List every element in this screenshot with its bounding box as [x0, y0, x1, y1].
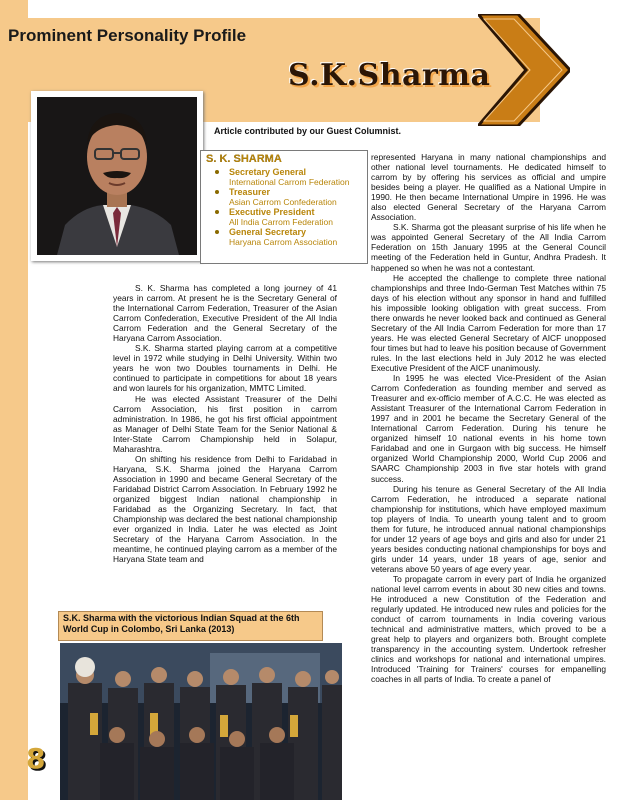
bullet-icon — [215, 210, 219, 214]
article-column-right — [371, 152, 606, 684]
photo-caption: S.K. Sharma with the victorious Indian Squad at the 6th World Cup in Colombo, Sri Lanka (2013) — [58, 611, 323, 641]
role-title: Secretary General — [229, 167, 307, 177]
article-paragraph: represented Haryana in many national championships and other national level tournaments. He dedicated himself to carrom by by offering his services as official and umpire besides being a player. He qualified as a National Umpire in 1990. He then became International Umpire in 1996. He was also elected General Secretary of the Haryana Carrom Association. — [371, 152, 606, 223]
bullet-icon — [215, 170, 219, 174]
role-title: Treasurer — [229, 187, 271, 197]
article-paragraph: In 1995 he was elected Vice-President of the Asian Carrom Confederation as founding member and served as Treasurer and ex-officio member of A.C.C. He was elected as Assistant Treasurer of the International Carrom Federation in 1997 and in 2001 he became the Secretary General of the International Carrom Federation. During his tenure he organized himself 10 national events in his home town Faridabad and one in Gurgaon with big success. He himself organized World Championship 2000, World Cup 2006 and SAARC Championship 2003 in five star hotels with grand success. — [371, 373, 606, 484]
article-paragraph: During his tenure as General Secretary of the All India Carrom Federation, he introduced a separate national championship for institutions, which have employed maximum top players of India. To unearth young talent and to groom them for future, he introduced annual national championships for under 12 years of age boys and girls and also for under 21 years besides conducting national championships for boys and girls under 14 years, under 18 years of age, senior and veterans above 50 years of age every year. — [371, 483, 606, 574]
role-item — [207, 167, 349, 187]
role-org: Asian Carrom Confederation — [229, 197, 337, 207]
portrait-frame — [31, 91, 203, 261]
roles-list — [207, 167, 349, 247]
roles-box — [200, 150, 368, 264]
role-item — [207, 227, 349, 247]
article-column-left — [113, 283, 337, 564]
article-paragraph: S. K. Sharma has completed a long journey of 41 years in carrom. At present he is the Secretary General of the International Carrom Federation, Treasurer of the Asian Carrom Confederation, Executive President of the All India Carrom Federation and the General Secretary of the Haryana Carrom Association. — [113, 283, 337, 344]
role-org: Haryana Carrom Association — [229, 237, 338, 247]
article-paragraph: S.K. Sharma got the pleasant surprise of his life when he was appointed General Secretary of the All India Carrom Federation on 15th January 1995 at the General Council meeting of the Federation held in Guntur, Andhra Pradesh. It happened so when he was not a contestant. — [371, 222, 606, 273]
portrait-photo — [37, 97, 197, 255]
profile-name-title: S.K.Sharma — [288, 58, 491, 93]
page-number: 8 — [26, 742, 46, 775]
contributor-note: Article contributed by our Guest Columnist. — [214, 126, 402, 136]
article-paragraph: He accepted the challenge to complete three national championships and three Indo-German Test Matches within 75 days of his election without any sponsor in hand and fulfilled his impossible looking obligation with great success. From there onwards he never looked back and continued as General Secretary of the All India Carrom Federation for more than 17 years. He was elected General Secretary of AICF unopposed four times but had to leave his position because of Government rules. In the last elections held in July 2012 he was elected Executive President of the AICF unanimously. — [371, 272, 606, 373]
article-paragraph: To propagate carrom in every part of India he organized national level carrom events in about 30 new cities and towns. He introduced a new Constitution of the Federation and regularly updated. He introduced new rules and policies for the conduct of carrom tournaments in India covering various technical and administrative matters, which proved to be a great help to players and organizers both. Brought complete transparency in the accounting system. Undertook refresher clinics and workshops for national and international umpires. Introduced 'Training for Trainers' courses for empanelling coaches in all parts of India. To create a panel of — [371, 573, 606, 685]
article-paragraph: He was elected Assistant Treasurer of the Delhi Carrom Association, his first position in carrom administration. In 1986, he got his first official appointment as Manager of Delhi State Team for the Senior National & Inter-State Carrom Championship held in Solapur, Maharashtra. — [113, 393, 337, 454]
role-item — [207, 207, 349, 227]
role-org: International Carrom Federation — [229, 177, 350, 187]
role-title: General Secretary — [229, 227, 307, 237]
roles-heading: S. K. SHARMA — [206, 153, 282, 165]
banner-chevron-icon — [478, 14, 570, 126]
role-org: All India Carrom Federation — [229, 217, 333, 227]
role-title: Executive President — [229, 207, 315, 217]
bullet-icon — [215, 230, 219, 234]
section-title: Prominent Personality Profile — [8, 26, 247, 45]
group-photo — [60, 643, 342, 800]
article-paragraph: On shifting his residence from Delhi to Faridabad in Haryana, S.K. Sharma joined the Haryana Carrom Association in 1990 and became General Secretary of the Faridabad District Carrom Association. In February 1992 he organized biggest Indian national championship in Faridabad as the Organizing Secretary. In fact, that Championship was declared the best national championship ever organized in India. Later he was elected as Joint Secretary of the Haryana Carrom Association. In the meantime, he continued playing carrom as a member of the Haryana State team and — [113, 453, 337, 565]
article-paragraph: S.K. Sharma started playing carrom at a competitive level in 1972 while studying in Delhi University. Within two years he won two Doubles tournaments in Delhi. He continued to participate in competitions for about 18 years and won laurels for his organization, MMTC Limited. — [113, 343, 337, 394]
role-item — [207, 187, 349, 207]
bullet-icon — [215, 190, 219, 194]
